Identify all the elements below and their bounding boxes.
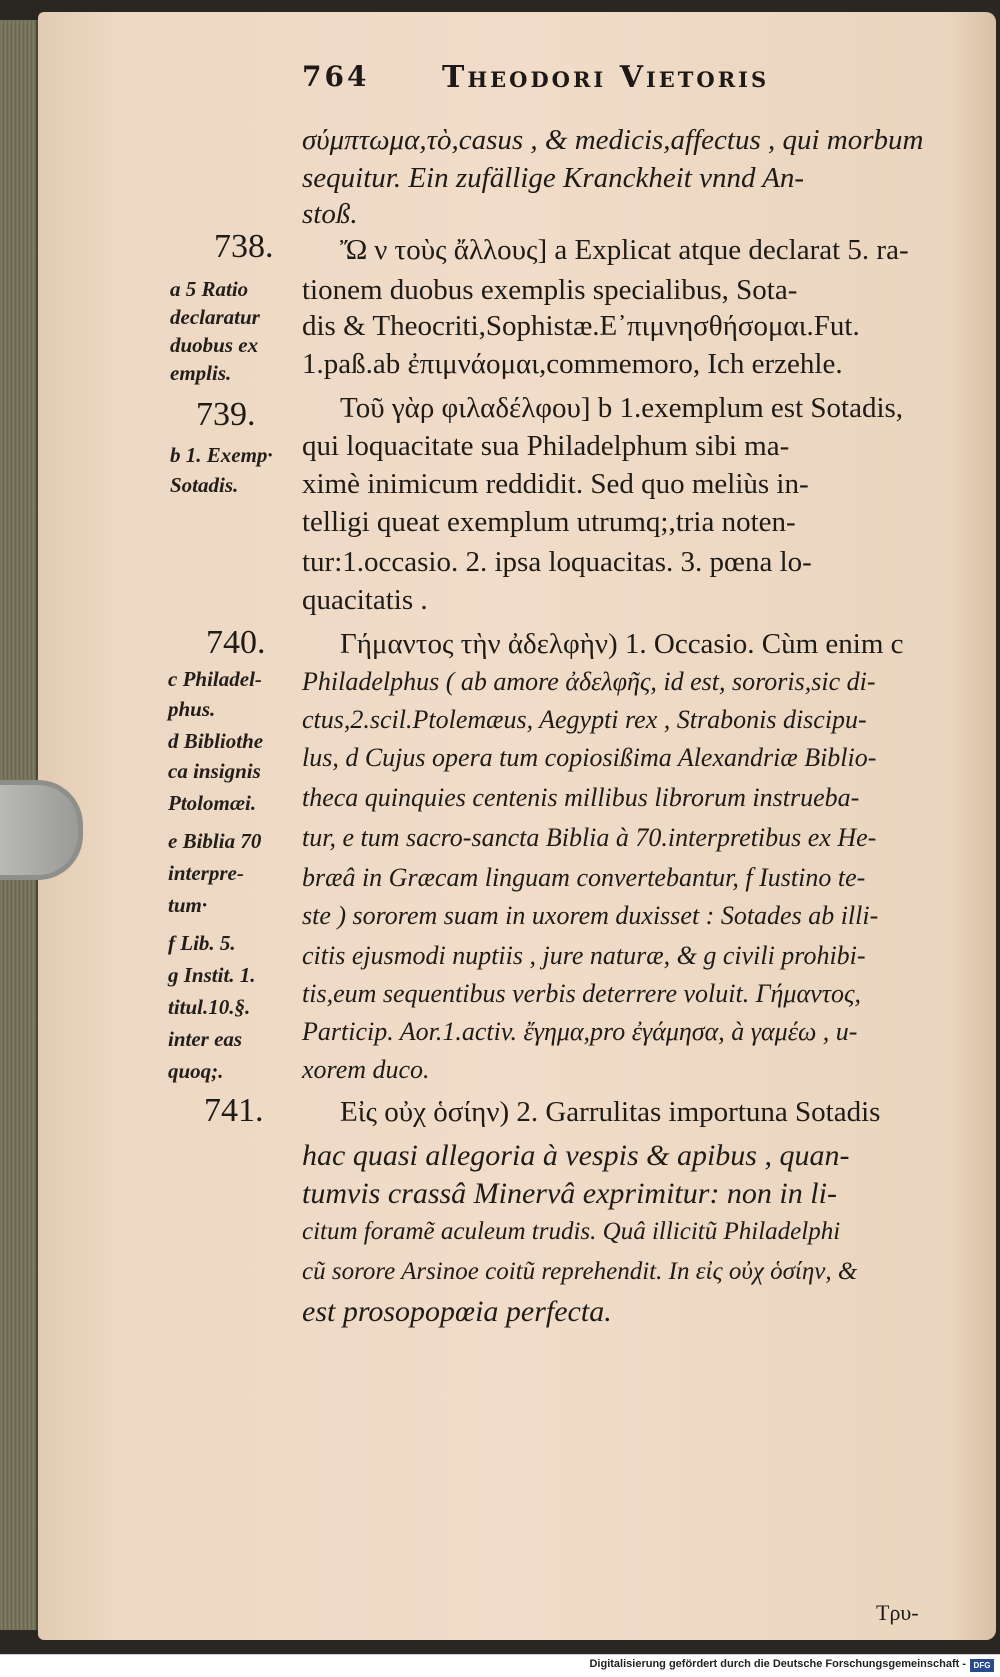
text-line: tis,eum sequentibus verbis deterrere voluit. Γήμαντος, (302, 979, 861, 1008)
text-line: tur:1.occasio. 2. ipsa loquacitas. 3. pœna lo- (302, 546, 812, 578)
page-number: 764 (302, 60, 370, 93)
margin-note: emplis. (170, 361, 232, 385)
text-line: telligi queat exemplum utrumq;,tria noten- (302, 506, 796, 538)
text-line: stoß. (302, 198, 358, 230)
text-line: Philadelphus ( ab amore ἀδελφῆς, id est, sororis,sic di- (302, 667, 876, 696)
text-line: quacitatis . (302, 584, 428, 616)
text-line: Γήμαντος τὴν ἀδελφὴν) 1. Occasio. Cùm enim c (340, 628, 904, 660)
text-line: hac quasi allegoria à vespis & apibus , quan- (302, 1139, 850, 1172)
margin-note: Sotadis. (170, 473, 239, 497)
margin-note: ca insignis (168, 759, 261, 783)
text-line: bræâ in Græcam linguam convertebantur, f Iustino te- (302, 863, 866, 892)
text-line: tumvis crassâ Minervâ exprimitur: non in li- (302, 1177, 837, 1210)
text-line: tionem duobus exemplis specialibus, Sota- (302, 274, 798, 306)
text-line: σύμπτωμα,τὸ,casus , & medicis,affectus , qui morbum (302, 124, 924, 156)
verse-number: 740. (206, 624, 266, 661)
margin-note: f Lib. 5. (168, 931, 236, 955)
text-line: est prosopopœia perfecta. (302, 1295, 612, 1328)
margin-note: Ptolomæi. (168, 791, 257, 815)
text-line: ctus,2.scil.Ptolemæus, Aegypti rex , Strabonis discipu- (302, 705, 867, 734)
funding-credit: Digitalisierung gefördert durch die Deutsche Forschungsgemeinschaft - (589, 1658, 966, 1670)
margin-note: a 5 Ratio (170, 277, 249, 301)
text-line: Particip. Aor.1.activ. ἔγημα,pro ἐγάμησα, à γαμέω , u- (302, 1017, 858, 1046)
verse-number: 741. (204, 1092, 264, 1129)
margin-note: g Instit. 1. (168, 963, 256, 987)
footer-bar (0, 1654, 1000, 1677)
catchword: Τρυ- (876, 1600, 919, 1625)
margin-note: duobus ex (170, 333, 259, 357)
text-line: sequitur. Ein zufällige Kranckheit vnnd An- (302, 162, 805, 194)
margin-note: interpre- (168, 861, 244, 885)
text-line: lus, d Cujus opera tum copiosißima Alexandriæ Biblio- (302, 743, 877, 772)
text-line: Ὤ ν τοὺς ἄλλους] a Explicat atque declarat 5. ra- (340, 234, 909, 266)
verse-number: 739. (196, 396, 256, 433)
text-line: theca quinquies centenis millibus librorum instrueba- (302, 783, 860, 812)
text-line: Τοῦ γὰρ φιλαδέλφου] b 1.exemplum est Sotadis, (340, 392, 904, 424)
text-line: Εἰς οὐχ ὁσίην) 2. Garrulitas importuna Sotadis (340, 1096, 881, 1128)
text-line: xorem duco. (302, 1055, 430, 1084)
dfg-logo-icon: DFG (970, 1659, 994, 1672)
margin-note: c Philadel- (168, 667, 262, 691)
margin-note: quoq;. (168, 1059, 224, 1083)
page-header (302, 54, 922, 104)
margin-note: inter eas (168, 1027, 243, 1051)
text-line: citum foramẽ aculeum trudis. Quâ illicitũ Philadelphi (302, 1218, 841, 1245)
running-title: Theodori Vietoris (442, 60, 770, 95)
verse-number: 738. (214, 228, 274, 265)
text-line: dis & Theocriti,Sophistæ.Ε᾽πιμνησθήσομαι.Fut. (302, 310, 860, 342)
margin-note: d Bibliothe (168, 729, 264, 753)
text-line: citis ejusmodi nuptiis , jure naturæ, & g civili prohibi- (302, 941, 866, 970)
text-line: ximè inimicum reddidit. Sed quo meliùs in- (302, 468, 809, 500)
margin-note: declaratur (170, 305, 260, 329)
text-line: tur, e tum sacro-sancta Biblia à 70.interpretibus ex He- (302, 823, 877, 852)
margin-note: b 1. Exemp· (170, 443, 273, 467)
margin-note: phus. (168, 697, 216, 721)
text-line: 1.paß.ab ἐπιμνάομαι,commemoro, Ich erzehle. (302, 348, 843, 380)
text-line: ste ) sororem suam in uxorem duxisset : Sotades ab illi- (302, 901, 879, 930)
text-line: cũ sorore Arsinoe coitũ reprehendit. In εἰς οὐχ ὁσίην, & (302, 1258, 858, 1285)
margin-note: titul.10.§. (168, 995, 251, 1019)
margin-note: e Biblia 70 (168, 829, 262, 853)
text-line: qui loquacitate sua Philadelphum sibi ma- (302, 430, 790, 462)
book-clasp (0, 780, 83, 880)
margin-note: tum· (168, 893, 208, 917)
